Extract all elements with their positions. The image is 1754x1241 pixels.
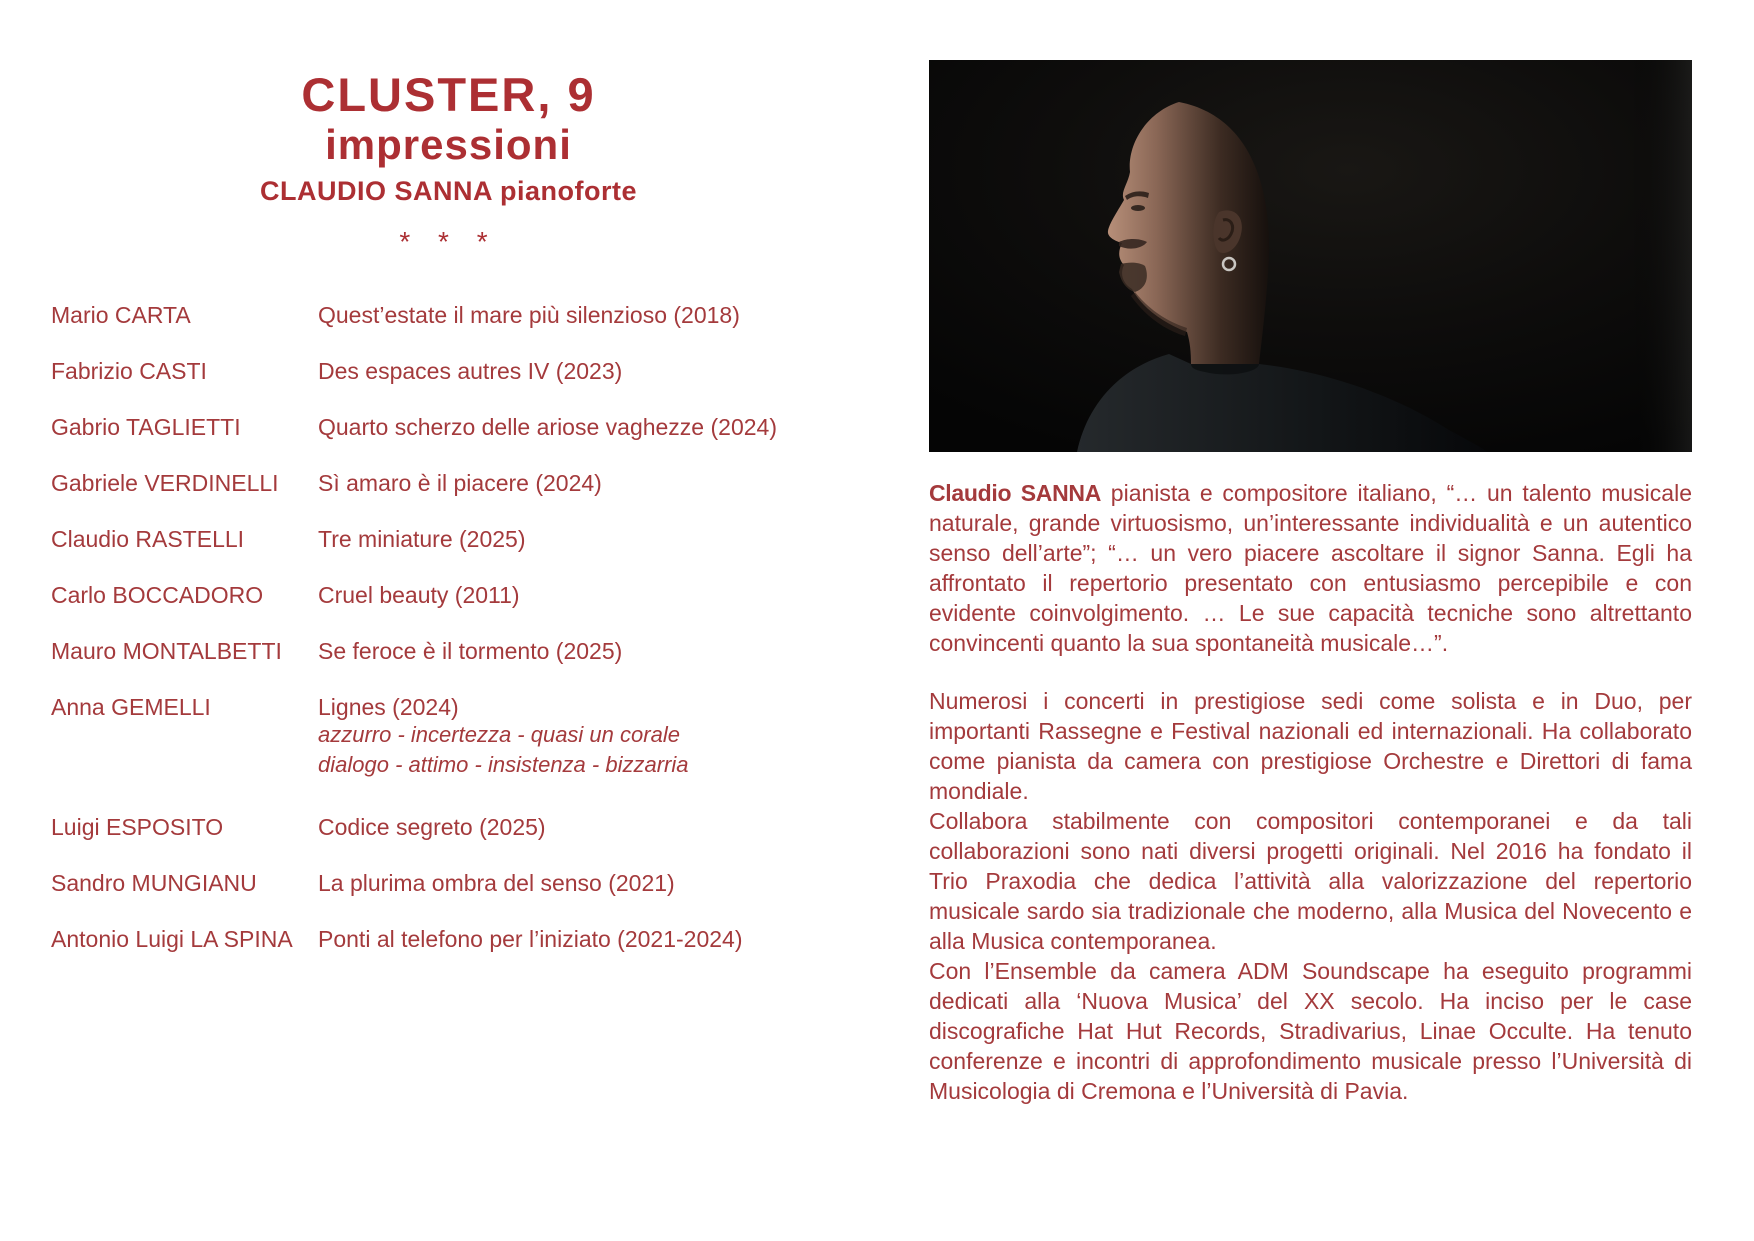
title-line1: CLUSTER, 9 [301, 68, 596, 122]
bio-paragraph-1-text: pianista e compositore italiano, “… un talento musicale naturale, grande virtuosismo, un’interessante individualità e un autentico senso dell’arte”; “… un vero piacere ascoltare il signor Sanna. Egli ha affrontato il repertorio presentato con entusiasmo percepibile e con evidente coinvolgimento. … Le sue capacità tecniche sono altrettanto convincenti quanto la sua spontaneità musicale…”. [929, 480, 1692, 656]
bio-paragraph-1 [929, 478, 1692, 658]
composer-name: Claudio RASTELLI [51, 526, 245, 552]
program-list [51, 302, 851, 982]
bio-paragraph-4: Con l’Ensemble da camera ADM Soundscape ha eseguito programmi dedicati alla ‘Nuova Musica’ del XX secolo. Ha inciso per le case discografiche Hat Hut Records, Stradivarius, Linae Occulte. Ha tenuto conferenze e incontri di approfondimento musicale presso l’Università di Musicologia di Cremona e l’Università di Pavia. [929, 958, 1692, 1104]
program-row [51, 470, 851, 496]
program-row [51, 414, 851, 440]
program-row [51, 638, 851, 664]
work-movements [318, 720, 851, 780]
work-title: Lignes (2024) [318, 694, 459, 720]
page-title [51, 68, 846, 169]
composer-name: Mario CARTA [51, 302, 191, 328]
composer-name: Sandro MUNGIANU [51, 870, 257, 896]
biography [929, 478, 1692, 1106]
work-title: Se feroce è il tormento (2025) [318, 638, 623, 664]
program-row [51, 582, 851, 608]
bio-paragraph-3: Collabora stabilmente con compositori contemporanei e da tali collaborazioni sono nati diversi progetti originali. Nel 2016 ha fondato il Trio Praxodia che dedica l’attività alla valorizzazione del repertorio musicale sardo sia tradizionale che moderno, alla Musica del Novecento e alla Musica contemporanea. [929, 808, 1692, 954]
program-row [51, 358, 851, 384]
work-title: Sì amaro è il piacere (2024) [318, 470, 602, 496]
composer-name: Fabrizio CASTI [51, 358, 207, 384]
composer-name: Anna GEMELLI [51, 694, 211, 720]
work-title: Quest’estate il mare più silenzioso (2018) [318, 302, 740, 328]
bio-paragraph-2: Numerosi i concerti in prestigiose sedi come solista e in Duo, per importanti Rassegne e Festival nazionali ed internazionali. Ha collaborato come pianista da camera con prestigiose Orchestre e Direttori di fama mondiale. [929, 688, 1692, 804]
movement-line: azzurro - incertezza - quasi un corale [318, 722, 680, 747]
composer-name: Gabriele VERDINELLI [51, 470, 279, 496]
movement-line: dialogo - attimo - insistenza - bizzarria [318, 752, 689, 777]
work-title: Cruel beauty (2011) [318, 582, 520, 608]
composer-name: Gabrio TAGLIETTI [51, 414, 241, 440]
program-row [51, 526, 851, 552]
separator-stars: * * * [399, 226, 498, 257]
composer-name: Carlo BOCCADORO [51, 582, 264, 608]
program-row [51, 814, 851, 840]
portrait-photo [929, 60, 1692, 452]
composer-name: Antonio Luigi LA SPINA [51, 926, 293, 952]
performer-line: CLAUDIO SANNA pianoforte [260, 176, 637, 206]
work-title: Ponti al telefono per l’iniziato (2021-2024) [318, 926, 743, 952]
composer-name: Luigi ESPOSITO [51, 814, 224, 840]
program-row [51, 302, 851, 328]
composer-name: Mauro MONTALBETTI [51, 638, 282, 664]
work-title: Des espaces autres IV (2023) [318, 358, 623, 384]
work-title: La plurima ombra del senso (2021) [318, 870, 675, 896]
work-title: Tre miniature (2025) [318, 526, 526, 552]
title-line2: impressioni [325, 121, 572, 169]
program-row [51, 870, 851, 896]
work-title: Codice segreto (2025) [318, 814, 546, 840]
bio-lead-name: Claudio SANNA [929, 480, 1101, 506]
program-row [51, 926, 851, 952]
program-row [51, 694, 851, 780]
work-title: Quarto scherzo delle ariose vaghezze (2024) [318, 414, 777, 440]
portrait-photo-illustration [929, 60, 1692, 452]
